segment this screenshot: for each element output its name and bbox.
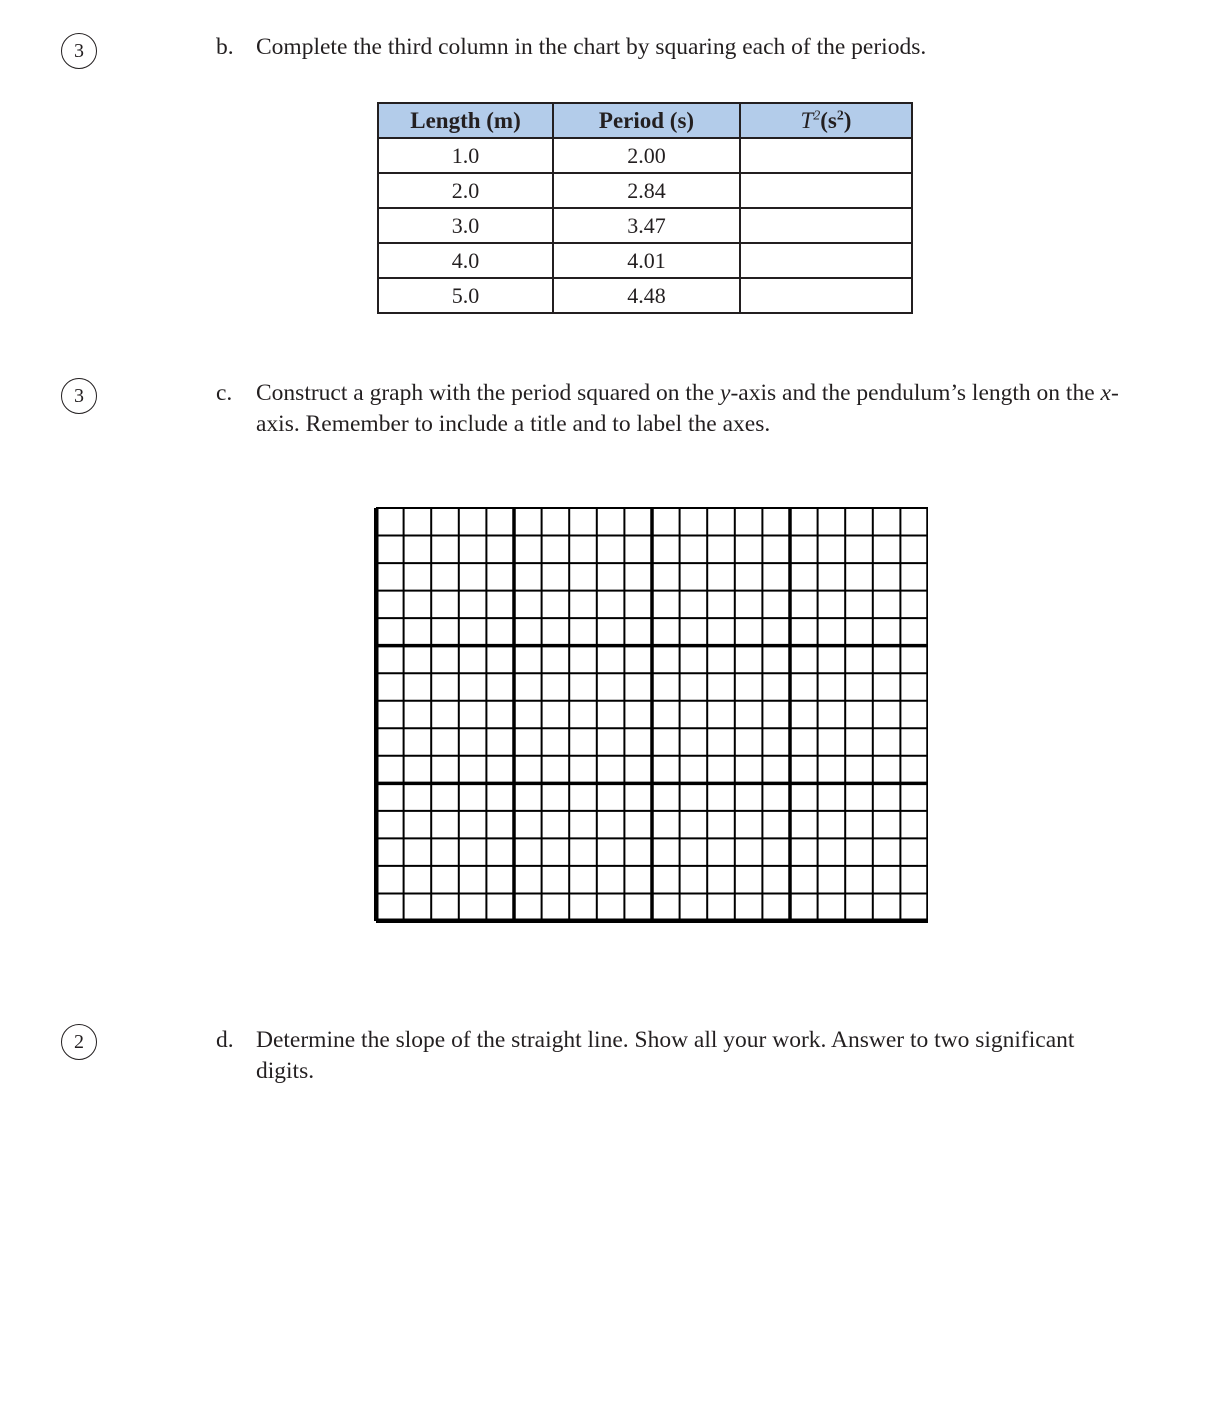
t-exponent: 2 <box>813 106 821 122</box>
table-row <box>378 278 912 313</box>
question-letter: b. <box>216 34 234 60</box>
t-variable: T <box>800 107 814 133</box>
text-segment: -axis. Remember to include a title and to label the axes. <box>256 380 1119 437</box>
question-text <box>256 378 1156 440</box>
question-c <box>216 378 1156 440</box>
header-period: Period (s) <box>553 103 740 138</box>
cell-period: 4.48 <box>553 278 740 313</box>
cell-t-squared[interactable] <box>740 208 912 243</box>
table-row <box>378 138 912 173</box>
points-badge-b: 3 <box>61 33 97 69</box>
question-d <box>216 1025 1076 1087</box>
question-text: Complete the third column in the chart by squaring each of the periods. <box>256 34 927 60</box>
t-unit: (s <box>820 107 837 133</box>
header-length: Length (m) <box>378 103 553 138</box>
cell-t-squared[interactable] <box>740 138 912 173</box>
question-letter: c. <box>216 380 233 406</box>
cell-length: 1.0 <box>378 138 553 173</box>
cell-length: 5.0 <box>378 278 553 313</box>
table-row <box>378 173 912 208</box>
cell-length: 2.0 <box>378 173 553 208</box>
header-t-squared <box>740 103 912 138</box>
x-variable: x <box>1100 380 1111 406</box>
text-segment: -axis and the pendulum’s length on the <box>730 380 1101 406</box>
cell-length: 3.0 <box>378 208 553 243</box>
table-row <box>378 208 912 243</box>
points-badge-d: 2 <box>61 1024 97 1060</box>
t-unit-close: ) <box>843 107 852 133</box>
cell-period: 2.84 <box>553 173 740 208</box>
cell-t-squared[interactable] <box>740 243 912 278</box>
t-unit-exponent: 2 <box>836 106 844 122</box>
graph-paper[interactable] <box>374 507 926 920</box>
cell-t-squared[interactable] <box>740 173 912 208</box>
grid-lines <box>374 507 928 923</box>
question-letter: d. <box>216 1027 234 1053</box>
cell-period: 4.01 <box>553 243 740 278</box>
cell-t-squared[interactable] <box>740 278 912 313</box>
table-header-row <box>378 103 912 138</box>
y-variable: y <box>720 380 731 406</box>
cell-length: 4.0 <box>378 243 553 278</box>
points-badge-c: 3 <box>61 378 97 414</box>
table-row <box>378 243 912 278</box>
cell-period: 3.47 <box>553 208 740 243</box>
cell-period: 2.00 <box>553 138 740 173</box>
question-text: Determine the slope of the straight line. Show all your work. Answer to two significant digits. <box>256 1027 1075 1084</box>
text-segment: Construct a graph with the period squared on the <box>256 380 721 406</box>
question-b <box>216 32 1116 63</box>
pendulum-data-table <box>377 102 913 314</box>
